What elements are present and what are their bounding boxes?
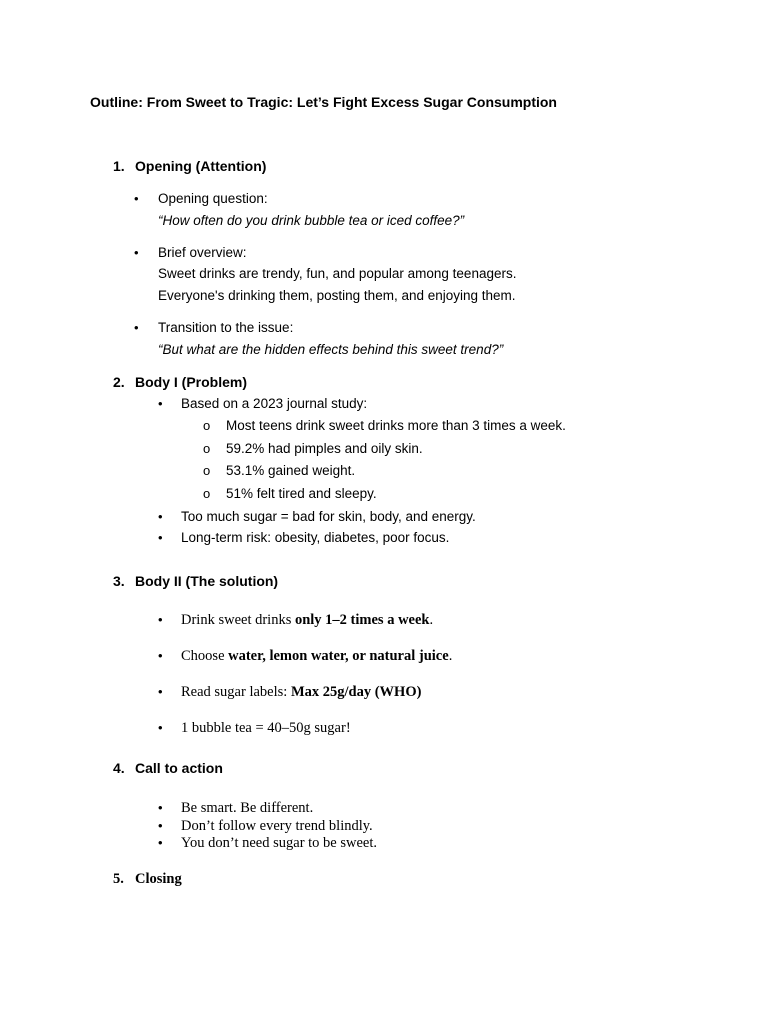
section-heading-body-1 bbox=[113, 374, 247, 390]
section-heading-closing bbox=[113, 871, 182, 888]
list-item-text: Sweet drinks are trendy, fun, and popular among teenagers. bbox=[158, 266, 517, 281]
bullet-icon: • bbox=[134, 245, 139, 260]
bullet-icon: • bbox=[158, 612, 163, 627]
list-item-text: Based on a 2023 journal study: bbox=[181, 396, 368, 411]
bullet-icon: • bbox=[158, 396, 163, 411]
sub-bullet-icon: o bbox=[203, 463, 211, 478]
document-title: Outline: From Sweet to Tragic: Let’s Fight Excess Sugar Consumption bbox=[90, 94, 557, 110]
list-item-text: Drink sweet drinks only 1–2 times a week. bbox=[181, 612, 434, 628]
list-item-label: Brief overview: bbox=[158, 245, 247, 260]
section-number: 4. bbox=[113, 760, 125, 776]
section-title: Body II (The solution) bbox=[135, 573, 279, 589]
list-item-text: Don’t follow every trend blindly. bbox=[181, 818, 373, 834]
list-item-text: Be smart. Be different. bbox=[181, 800, 314, 816]
section-title: Call to action bbox=[135, 760, 223, 776]
list-item-quote: “But what are the hidden effects behind this sweet trend?” bbox=[158, 342, 504, 357]
sub-bullet-icon: o bbox=[203, 486, 211, 501]
list-item-quote: “How often do you drink bubble tea or iced coffee?” bbox=[158, 213, 465, 228]
sub-list-item: 53.1% gained weight. bbox=[226, 463, 356, 478]
bullet-icon: • bbox=[158, 818, 163, 833]
sub-bullet-icon: o bbox=[203, 418, 211, 433]
list-item-text: Too much sugar = bad for skin, body, and energy. bbox=[181, 509, 476, 524]
list-item-text: Choose water, lemon water, or natural juice. bbox=[181, 648, 453, 664]
section-number: 5. bbox=[113, 871, 124, 887]
bullet-icon: • bbox=[158, 835, 163, 850]
section-heading-body-2 bbox=[113, 573, 278, 589]
bullet-icon: • bbox=[158, 648, 163, 663]
sub-list-item: Most teens drink sweet drinks more than 3 times a week. bbox=[226, 418, 566, 433]
section-number: 1. bbox=[113, 158, 125, 174]
sub-list-item: 51% felt tired and sleepy. bbox=[226, 486, 377, 501]
list-item-text: Everyone's drinking them, posting them, and enjoying them. bbox=[158, 288, 516, 303]
list-item-text: Long-term risk: obesity, diabetes, poor focus. bbox=[181, 530, 450, 545]
bullet-icon: • bbox=[158, 509, 163, 524]
section-title: Closing bbox=[135, 871, 182, 887]
section-heading-call-to-action bbox=[113, 760, 223, 776]
bullet-icon: • bbox=[134, 320, 139, 335]
bullet-icon: • bbox=[158, 530, 163, 545]
sub-bullet-icon: o bbox=[203, 441, 211, 456]
bullet-icon: • bbox=[134, 191, 139, 206]
bullet-icon: • bbox=[158, 684, 163, 699]
list-item-label: Transition to the issue: bbox=[158, 320, 294, 335]
bullet-icon: • bbox=[158, 720, 163, 735]
list-item-text: Read sugar labels: Max 25g/day (WHO) bbox=[181, 684, 422, 700]
section-heading-opening bbox=[113, 158, 266, 174]
section-title: Body I (Problem) bbox=[135, 374, 248, 390]
section-number: 2. bbox=[113, 374, 125, 390]
list-item-text: You don’t need sugar to be sweet. bbox=[181, 835, 377, 851]
list-item-label: Opening question: bbox=[158, 191, 268, 206]
section-number: 3. bbox=[113, 573, 125, 589]
sub-list-item: 59.2% had pimples and oily skin. bbox=[226, 441, 423, 456]
section-title: Opening (Attention) bbox=[135, 158, 267, 174]
list-item-text: 1 bubble tea = 40–50g sugar! bbox=[181, 720, 351, 736]
bullet-icon: • bbox=[158, 800, 163, 815]
